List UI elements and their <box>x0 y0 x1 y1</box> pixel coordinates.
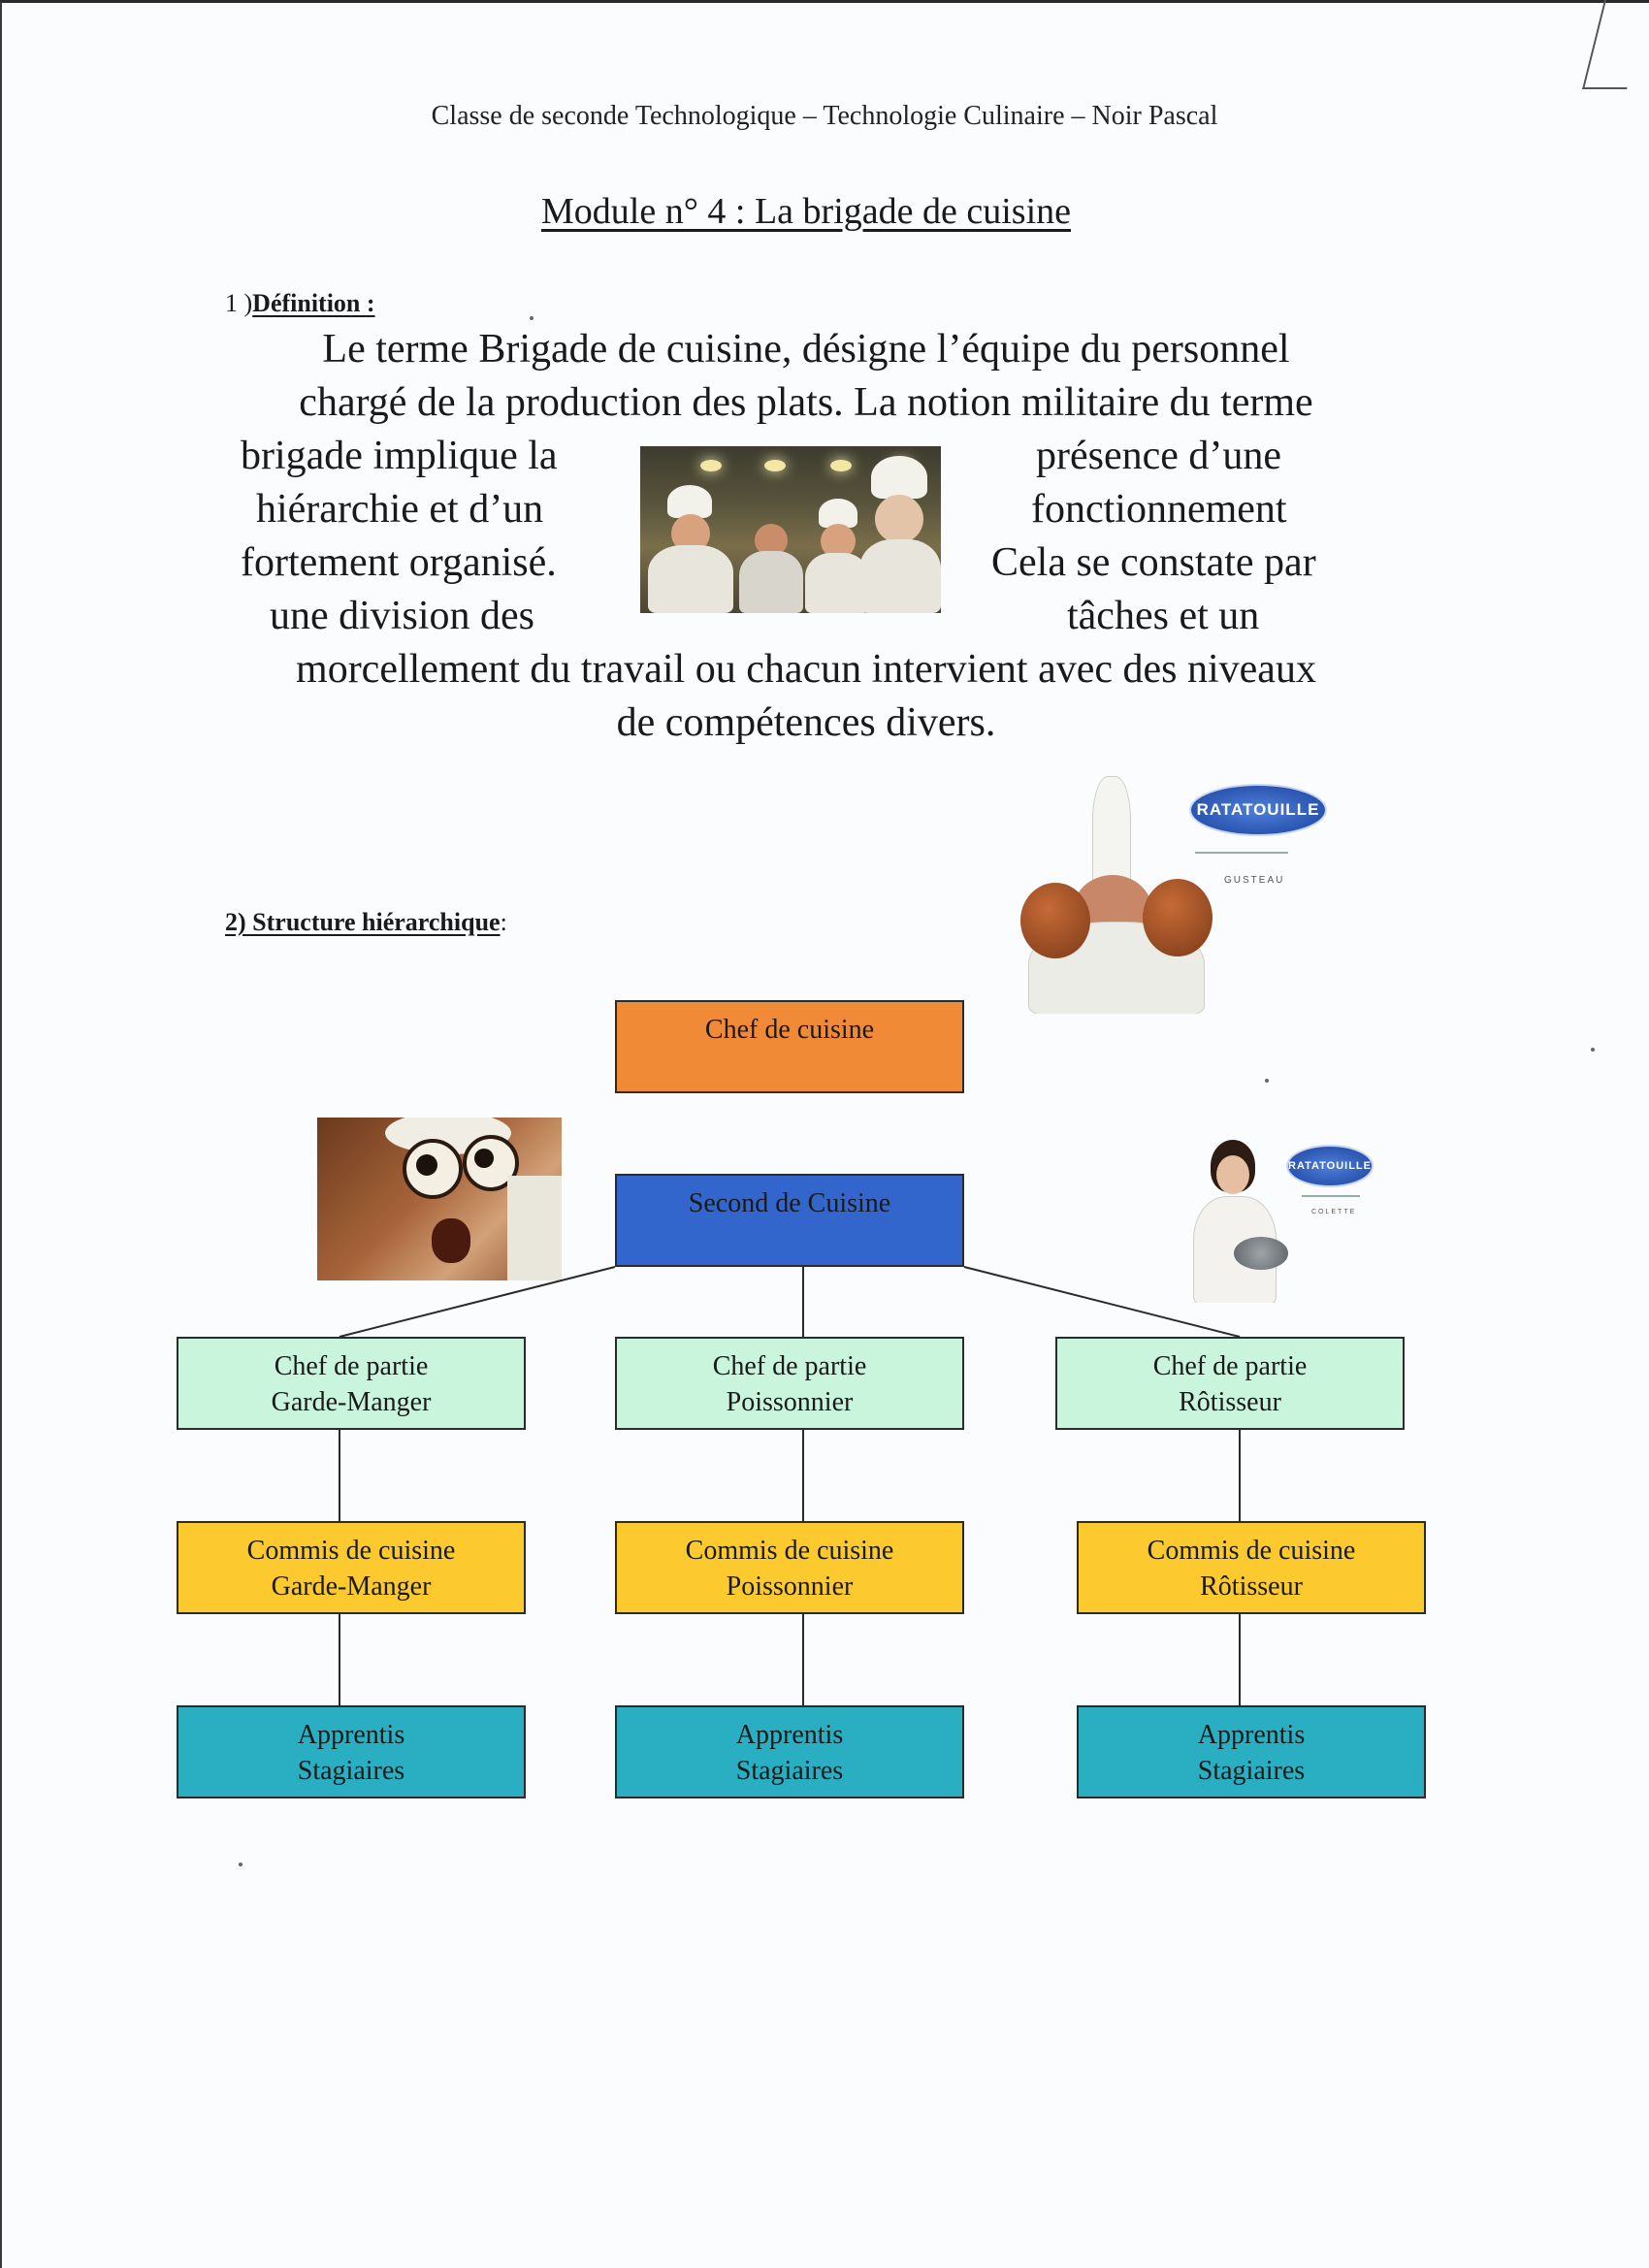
chef-de-partie-station: Garde-Manger <box>271 1387 432 1417</box>
definition-number: 1 ) <box>225 289 253 317</box>
commis-label: Commis de cuisine <box>1147 1536 1356 1566</box>
commis-garde-manger-box <box>177 1521 526 1614</box>
apprentis-label: Apprentis <box>735 1720 844 1750</box>
stagiaires-label: Stagiaires <box>735 1756 844 1786</box>
apprentis-poissonnier-box <box>615 1705 964 1798</box>
connector-second-garde-manger <box>340 1267 615 1337</box>
chef-de-partie-garde-manger-box <box>177 1337 526 1430</box>
definition-left-line-1: brigade implique la <box>241 434 558 478</box>
chef-de-partie-station: Rôtisseur <box>1179 1387 1281 1417</box>
scan-speck <box>1591 1048 1595 1052</box>
scan-speck <box>1265 1079 1269 1083</box>
definition-line-3: morcellement du travail ou chacun intervient avec des niveaux <box>296 647 1316 692</box>
structure-heading-text: 2) Structure hiérarchique <box>225 908 501 936</box>
chef-de-cuisine-box <box>615 1000 964 1093</box>
ratatouille-logo-gusteau: RATATOUILLE <box>1189 784 1327 836</box>
definition-right-line-1: présence d’une <box>1036 434 1282 478</box>
definition-line-1: Le terme Brigade de cuisine, désigne l’équipe du personnel <box>322 327 1290 372</box>
chef-de-partie-station: Poissonnier <box>726 1387 854 1417</box>
scan-speck <box>239 1863 242 1866</box>
definition-left-line-2: hiérarchie et d’un <box>256 487 544 532</box>
commis-label: Commis de cuisine <box>246 1536 456 1566</box>
chef-de-partie-label: Chef de partie <box>274 1351 429 1381</box>
apprentis-label: Apprentis <box>1197 1720 1306 1750</box>
ratatouille-logo-colette: RATATOUILLE <box>1286 1145 1374 1187</box>
commis-label: Commis de cuisine <box>685 1536 894 1566</box>
definition-left-line-3: fortement organisé. <box>241 540 557 585</box>
chef-de-cuisine-label: Chef de cuisine <box>704 1015 875 1045</box>
document-header: Classe de seconde Technologique – Technologie Culinaire – Noir Pascal <box>431 101 1218 131</box>
stagiaires-label: Stagiaires <box>297 1756 405 1786</box>
definition-line-4: de compétences divers. <box>616 700 996 745</box>
second-de-cuisine-box <box>615 1174 964 1267</box>
chef-de-partie-label: Chef de partie <box>1152 1351 1308 1381</box>
colette-caption: COLETTE <box>1311 1209 1357 1215</box>
structure-heading-colon: : <box>500 908 507 936</box>
commis-station: Rôtisseur <box>1200 1571 1303 1602</box>
commis-station: Garde-Manger <box>271 1571 432 1602</box>
module-title: Module n° 4 : La brigade de cuisine <box>541 191 1071 232</box>
connector-second-rotisseur <box>964 1267 1240 1337</box>
second-de-cuisine-label: Second de Cuisine <box>688 1188 891 1218</box>
definition-right-line-2: fonctionnement <box>1031 487 1287 532</box>
apprentis-garde-manger-box <box>177 1705 526 1798</box>
definition-heading-text: Définition : <box>252 289 375 317</box>
commis-rotisseur-box <box>1077 1521 1426 1614</box>
scan-speck <box>530 316 534 320</box>
definition-left-line-4: une division des <box>270 594 534 638</box>
chef-de-partie-poissonnier-box <box>615 1337 964 1430</box>
apprentis-label: Apprentis <box>297 1720 405 1750</box>
definition-line-2: chargé de la production des plats. La notion militaire du terme <box>299 380 1313 425</box>
chef-de-partie-rotisseur-box <box>1055 1337 1405 1430</box>
definition-right-line-3: Cela se constate par <box>991 540 1316 585</box>
stagiaires-label: Stagiaires <box>1197 1756 1306 1786</box>
definition-right-line-4: tâches et un <box>1067 594 1260 638</box>
chef-de-partie-label: Chef de partie <box>712 1351 867 1381</box>
commis-poissonnier-box <box>615 1521 964 1614</box>
gusteau-caption: GUSTEAU <box>1224 875 1285 886</box>
commis-station: Poissonnier <box>726 1571 854 1602</box>
apprentis-rotisseur-box <box>1077 1705 1426 1798</box>
